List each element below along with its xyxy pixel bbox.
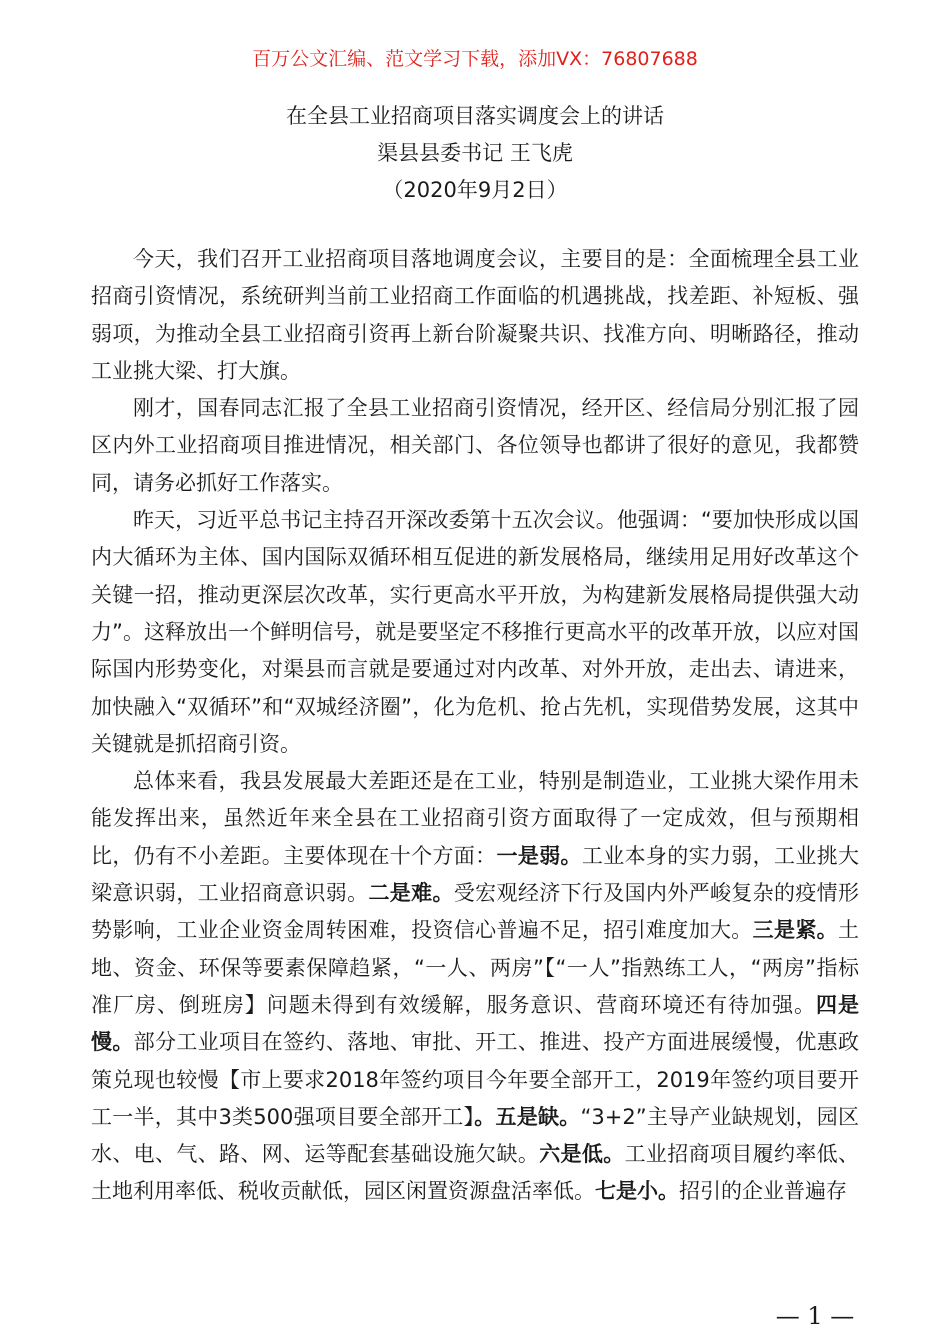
body-paragraph bbox=[91, 241, 859, 390]
paragraph-text: 部分工业项目在签约、落地、审批、开工、推进、投产方面进展缓慢，优惠政策兑现也较慢【市上要求2018年签约项目今年要全部开工，2019年签约项目要开工一半，其中3类500强项目要全部开工】 bbox=[91, 1030, 859, 1129]
page-number: — 1 — bbox=[775, 1302, 855, 1330]
paragraph-text: 土地、资金、环保等要素保障趋紧，“一人、两房”【“一人”指熟练工人，“两房”指标准厂房、倒班房】问题未得到有效缓解，服务意识、营商环境还有待加强。 bbox=[91, 918, 860, 1017]
bold-point-label: 七是小。 bbox=[595, 1179, 679, 1204]
body-paragraph bbox=[91, 502, 859, 763]
paragraph-text: 招引的企业普遍存 bbox=[679, 1179, 847, 1204]
document-date: （2020年9月2日） bbox=[382, 178, 568, 202]
paragraph-text: 刚才，国春同志汇报了全县工业招商引资情况，经开区、经信局分别汇报了园区内外工业招商项目推进情况，相关部门、各位领导也都讲了很好的意见，我都赞同，请务必抓好工作落实。 bbox=[91, 396, 859, 495]
paragraph-text: 工业招商项目履约率低、土地利用率低、税收贡献低，园区闲置资源盘活率低。 bbox=[91, 1142, 860, 1204]
bold-point-label: 一是弱。 bbox=[496, 843, 582, 868]
paragraph-text: 总体来看，我县发展最大差距还是在工业，特别是制造业，工业挑大梁作用未能发挥出来，虽然近年来全县在工业招商引资方面取得了一定成效，但与预期相比，仍有不小差距。主要体现在十个方面： bbox=[91, 769, 859, 868]
title-block bbox=[0, 98, 950, 209]
bold-point-label: 。五是缺。 bbox=[474, 1104, 581, 1129]
promo-banner: 百万公文汇编、范文学习下载，添加VX：76807688 bbox=[252, 48, 698, 70]
document-title: 在全县工业招商项目落实调度会上的讲话 bbox=[286, 104, 664, 128]
body-paragraph bbox=[91, 763, 859, 1211]
body-paragraph bbox=[91, 390, 859, 502]
paragraph-text: 工业本身的实力弱，工业挑大梁意识弱，工业招商意识弱。 bbox=[91, 843, 860, 906]
document-author: 渠县县委书记 王飞虎 bbox=[377, 141, 573, 165]
bold-point-label: 六是低。 bbox=[539, 1142, 625, 1167]
paragraph-text: 今天，我们召开工业招商项目落地调度会议，主要目的是：全面梳理全县工业招商引资情况，系统研判当前工业招商工作面临的机遇挑战，找差距、补短板、强弱项，为推动全县工业招商引资再上新台阶凝聚共识、找准方向、明晰路径，推动工业挑大梁、打大旗。 bbox=[91, 247, 859, 383]
bold-point-label: 三是紧。 bbox=[752, 918, 839, 943]
bold-point-label: 二是难。 bbox=[368, 881, 454, 906]
paragraph-text: 受宏观经济下行及国内外严峻复杂的疫情形势影响，工业企业资金周转困难，投资信心普遍不足，招引难度加大。 bbox=[91, 881, 860, 943]
paragraph-text: “3+2”主导产业缺规划，园区水、电、气、路、网、运等配套基础设施欠缺。 bbox=[91, 1104, 860, 1167]
bold-point-label: 四是慢。 bbox=[91, 992, 860, 1055]
paragraph-text: 昨天，习近平总书记主持召开深改委第十五次会议。他强调：“要加快形成以国内大循环为主体、国内国际双循环相互促进的新发展格局，继续用足用好改革这个关键一招，推动更深层次改革，实行更高水平开放，为构建新发展格局提供强大动力”。这释放出一个鲜明信号，就是要坚定不移推行更高水平的改革开放，以应对国际国内形势变化，对渠县而言就是要通过对内改革、对外开放，走出去、请进来，加快融入“双循环”和“双城经济圈”，化为危机、抢占先机，实现借势发展，这其中关键就是抓招商引资。 bbox=[91, 508, 859, 756]
body-text bbox=[91, 241, 859, 1211]
